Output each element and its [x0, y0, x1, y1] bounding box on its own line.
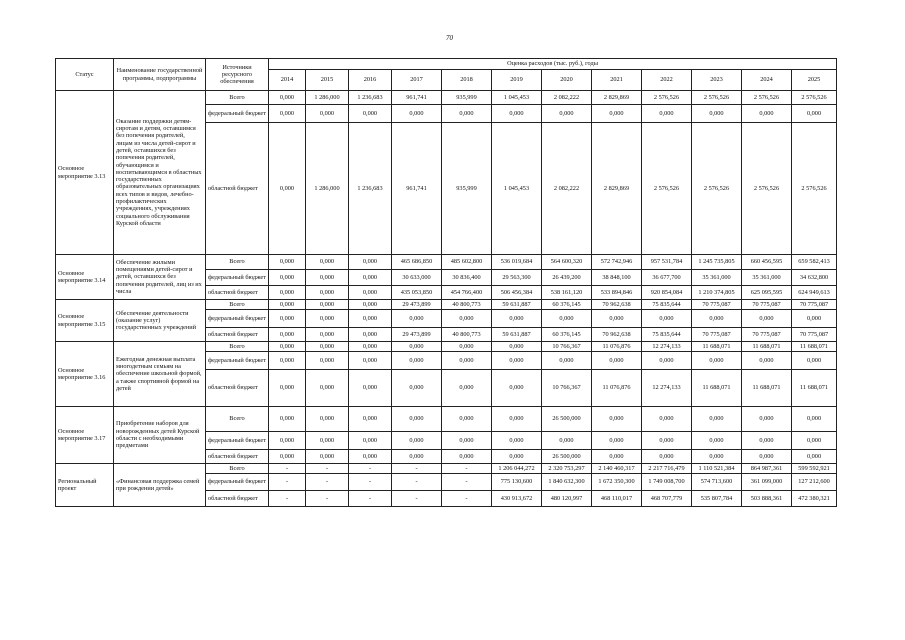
value-cell: 0,000	[592, 352, 642, 370]
value-cell: 0,000	[392, 450, 442, 464]
value-cell: 0,000	[442, 432, 492, 450]
value-cell: 70 775,087	[692, 300, 742, 310]
value-cell: 2 576,526	[792, 123, 837, 255]
value-cell: 35 361,000	[742, 270, 792, 286]
value-cell: 2 320 753,297	[542, 464, 592, 474]
value-cell: 0,000	[742, 352, 792, 370]
value-cell: 1 286,000	[306, 123, 349, 255]
value-cell: 70 962,638	[592, 300, 642, 310]
value-cell: 454 766,400	[442, 286, 492, 300]
funding-source: Всего	[206, 255, 269, 270]
value-cell: 0,000	[349, 105, 392, 123]
value-cell: 775 130,600	[492, 474, 542, 491]
value-cell: 935,999	[442, 91, 492, 105]
value-cell: 1 286,000	[306, 91, 349, 105]
value-cell: 11 688,071	[692, 342, 742, 352]
budget-table	[55, 58, 837, 507]
value-cell: 0,000	[392, 352, 442, 370]
value-cell: 11 688,071	[792, 370, 837, 407]
funding-source: областной бюджет	[206, 491, 269, 507]
section-status: Основное мероприятие 3.15	[56, 300, 114, 342]
funding-source: областной бюджет	[206, 328, 269, 342]
value-cell: 12 274,133	[642, 342, 692, 352]
value-cell: -	[349, 464, 392, 474]
value-cell: 0,000	[792, 352, 837, 370]
section-status: Основное мероприятие 3.14	[56, 255, 114, 300]
value-cell: 1 749 008,700	[642, 474, 692, 491]
value-cell: 0,000	[442, 450, 492, 464]
value-cell: 536 019,684	[492, 255, 542, 270]
value-cell: 30 836,400	[442, 270, 492, 286]
value-cell: 0,000	[642, 310, 692, 328]
value-cell: 0,000	[492, 310, 542, 328]
value-cell: 70 775,087	[792, 300, 837, 310]
value-cell: 26 439,200	[542, 270, 592, 286]
header-source: Источники ресурсного обеспечения	[206, 59, 269, 91]
value-cell: 1 045,453	[492, 91, 542, 105]
value-cell: 0,000	[442, 105, 492, 123]
value-cell: 961,741	[392, 91, 442, 105]
value-cell: 0,000	[442, 407, 492, 432]
value-cell: 0,000	[306, 286, 349, 300]
value-cell: 0,000	[792, 105, 837, 123]
funding-source: федеральный бюджет	[206, 105, 269, 123]
value-cell: 0,000	[492, 450, 542, 464]
value-cell: 0,000	[692, 407, 742, 432]
value-cell: 0,000	[792, 450, 837, 464]
funding-source: Всего	[206, 300, 269, 310]
value-cell: 26 500,000	[542, 407, 592, 432]
value-cell: 2 082,222	[542, 91, 592, 105]
table-row	[56, 91, 837, 105]
value-cell: 0,000	[542, 432, 592, 450]
value-cell: 0,000	[306, 407, 349, 432]
value-cell: 36 677,700	[642, 270, 692, 286]
header-year: 2017	[392, 70, 442, 91]
value-cell: 0,000	[306, 105, 349, 123]
funding-source: федеральный бюджет	[206, 270, 269, 286]
section-name: Обеспечение жилыми помещениями детей-сирот и детей, оставшихся без попечения родителей, лиц из их числа	[114, 255, 206, 300]
value-cell: -	[269, 491, 306, 507]
value-cell: 0,000	[592, 105, 642, 123]
funding-source: Всего	[206, 407, 269, 432]
header-year: 2023	[692, 70, 742, 91]
value-cell: 70 775,087	[692, 328, 742, 342]
value-cell: 0,000	[492, 352, 542, 370]
value-cell: 480 120,997	[542, 491, 592, 507]
value-cell: 0,000	[349, 286, 392, 300]
value-cell: 468 110,017	[592, 491, 642, 507]
section-name: Ежегодная денежная выплата многодетным семьям на обеспечение школьной формой, а также спортивной формой на детей	[114, 342, 206, 407]
value-cell: 0,000	[642, 105, 692, 123]
value-cell: 0,000	[742, 310, 792, 328]
value-cell: -	[349, 491, 392, 507]
value-cell: 0,000	[306, 450, 349, 464]
value-cell: 0,000	[306, 370, 349, 407]
value-cell: 485 602,800	[442, 255, 492, 270]
funding-source: федеральный бюджет	[206, 474, 269, 491]
value-cell: 0,000	[349, 255, 392, 270]
value-cell: 29 473,899	[392, 328, 442, 342]
value-cell: 0,000	[269, 352, 306, 370]
value-cell: -	[442, 491, 492, 507]
value-cell: 40 800,773	[442, 300, 492, 310]
value-cell: 660 456,595	[742, 255, 792, 270]
value-cell: 0,000	[349, 270, 392, 286]
value-cell: 0,000	[692, 432, 742, 450]
value-cell: 2 576,526	[692, 123, 742, 255]
value-cell: 127 212,600	[792, 474, 837, 491]
header-year: 2022	[642, 70, 692, 91]
value-cell: 961,741	[392, 123, 442, 255]
value-cell: -	[392, 491, 442, 507]
value-cell: 0,000	[592, 432, 642, 450]
funding-source: Всего	[206, 91, 269, 105]
value-cell: -	[306, 464, 349, 474]
value-cell: 0,000	[742, 450, 792, 464]
value-cell: 0,000	[442, 352, 492, 370]
value-cell: 0,000	[269, 123, 306, 255]
funding-source: областной бюджет	[206, 450, 269, 464]
section-status: Основное мероприятие 3.16	[56, 342, 114, 407]
value-cell: 0,000	[492, 105, 542, 123]
value-cell: 564 600,320	[542, 255, 592, 270]
value-cell: 0,000	[392, 432, 442, 450]
funding-source: федеральный бюджет	[206, 310, 269, 328]
table-body	[56, 91, 837, 507]
value-cell: 0,000	[792, 432, 837, 450]
value-cell: 75 835,644	[642, 300, 692, 310]
table-row	[56, 300, 837, 310]
value-cell: 0,000	[269, 286, 306, 300]
header-year: 2014	[269, 70, 306, 91]
value-cell: 12 274,133	[642, 370, 692, 407]
value-cell: -	[269, 464, 306, 474]
value-cell: 1 672 350,300	[592, 474, 642, 491]
value-cell: 2 829,869	[592, 91, 642, 105]
section-name: Приобретение наборов для новорожденных детей Курской области с необходимыми предметами	[114, 407, 206, 464]
value-cell: 10 766,367	[542, 342, 592, 352]
funding-source: областной бюджет	[206, 123, 269, 255]
value-cell: 1 206 044,272	[492, 464, 542, 474]
value-cell: 659 582,413	[792, 255, 837, 270]
value-cell: -	[269, 474, 306, 491]
value-cell: 0,000	[392, 407, 442, 432]
value-cell: 472 380,321	[792, 491, 837, 507]
section-name: Оказание поддержки детям-сиротам и детям, оставшимся без попечения родителей, лицам из числа детей-сирот и детей, оставшихся без попечения родителей, обучающимся и воспитывающимся в областных государственных образовательных организациях всех типов и видов, лечебно-профилактических учреждениях, учреждениях социального обслуживания Курской области	[114, 91, 206, 255]
value-cell: 70 775,087	[792, 328, 837, 342]
value-cell: 0,000	[269, 255, 306, 270]
value-cell: 0,000	[306, 328, 349, 342]
value-cell: 2 576,526	[742, 123, 792, 255]
value-cell: -	[306, 491, 349, 507]
value-cell: 2 576,526	[692, 91, 742, 105]
value-cell: 0,000	[542, 105, 592, 123]
value-cell: 0,000	[692, 310, 742, 328]
value-cell: 2 829,869	[592, 123, 642, 255]
value-cell: 1 110 521,384	[692, 464, 742, 474]
value-cell: 0,000	[349, 352, 392, 370]
value-cell: -	[349, 474, 392, 491]
value-cell: 0,000	[642, 432, 692, 450]
value-cell: 465 686,850	[392, 255, 442, 270]
value-cell: 430 913,672	[492, 491, 542, 507]
table-row	[56, 342, 837, 352]
budget-table-container	[55, 58, 836, 507]
value-cell: 35 361,000	[692, 270, 742, 286]
value-cell: 0,000	[492, 432, 542, 450]
value-cell: 0,000	[442, 342, 492, 352]
value-cell: 0,000	[742, 105, 792, 123]
value-cell: 0,000	[492, 407, 542, 432]
header-year: 2018	[442, 70, 492, 91]
value-cell: 0,000	[306, 270, 349, 286]
value-cell: 11 076,876	[592, 370, 642, 407]
value-cell: 0,000	[592, 310, 642, 328]
value-cell: 11 688,071	[692, 370, 742, 407]
value-cell: 30 633,000	[392, 270, 442, 286]
funding-source: областной бюджет	[206, 370, 269, 407]
value-cell: 0,000	[349, 328, 392, 342]
header-year: 2020	[542, 70, 592, 91]
header-program-name: Наименование государственной программы, подпрограммы	[114, 59, 206, 91]
value-cell: 0,000	[642, 450, 692, 464]
value-cell: 40 800,773	[442, 328, 492, 342]
value-cell: 0,000	[442, 370, 492, 407]
value-cell: 0,000	[792, 310, 837, 328]
value-cell: 0,000	[269, 91, 306, 105]
value-cell: 0,000	[692, 105, 742, 123]
value-cell: 60 376,145	[542, 300, 592, 310]
value-cell: 0,000	[349, 342, 392, 352]
value-cell: 0,000	[492, 342, 542, 352]
value-cell: 0,000	[742, 432, 792, 450]
header-status: Статус	[56, 59, 114, 91]
funding-source: федеральный бюджет	[206, 352, 269, 370]
section-status: Основное мероприятие 3.17	[56, 407, 114, 464]
value-cell: 0,000	[306, 255, 349, 270]
value-cell: 29 563,300	[492, 270, 542, 286]
value-cell: 1 840 632,300	[542, 474, 592, 491]
value-cell: 2 140 460,317	[592, 464, 642, 474]
value-cell: 0,000	[349, 300, 392, 310]
value-cell: 535 807,784	[692, 491, 742, 507]
header-year: 2025	[792, 70, 837, 91]
value-cell: 1 045,453	[492, 123, 542, 255]
value-cell: 435 053,850	[392, 286, 442, 300]
value-cell: 533 894,846	[592, 286, 642, 300]
header-estimate: Оценка расходов (тыс. руб.), годы	[269, 59, 837, 70]
value-cell: 0,000	[269, 310, 306, 328]
value-cell: -	[392, 464, 442, 474]
table-row	[56, 464, 837, 474]
value-cell: -	[442, 474, 492, 491]
value-cell: 0,000	[306, 300, 349, 310]
table-row	[56, 255, 837, 270]
value-cell: 0,000	[349, 407, 392, 432]
header-row-main	[56, 59, 837, 70]
value-cell: 0,000	[269, 450, 306, 464]
value-cell: 0,000	[306, 310, 349, 328]
value-cell: 0,000	[592, 450, 642, 464]
value-cell: 0,000	[269, 270, 306, 286]
value-cell: 10 766,367	[542, 370, 592, 407]
value-cell: 60 376,145	[542, 328, 592, 342]
value-cell: 2 576,526	[742, 91, 792, 105]
value-cell: 26 500,000	[542, 450, 592, 464]
value-cell: 0,000	[392, 342, 442, 352]
value-cell: 1 210 374,805	[692, 286, 742, 300]
value-cell: 11 688,071	[742, 342, 792, 352]
value-cell: 935,999	[442, 123, 492, 255]
value-cell: 0,000	[269, 407, 306, 432]
value-cell: 0,000	[792, 407, 837, 432]
value-cell: 0,000	[392, 370, 442, 407]
value-cell: 0,000	[306, 352, 349, 370]
value-cell: 0,000	[642, 407, 692, 432]
value-cell: 38 848,100	[592, 270, 642, 286]
value-cell: 0,000	[269, 342, 306, 352]
value-cell: 538 161,120	[542, 286, 592, 300]
value-cell: 0,000	[269, 105, 306, 123]
value-cell: 625 095,595	[742, 286, 792, 300]
value-cell: -	[306, 474, 349, 491]
value-cell: 0,000	[306, 342, 349, 352]
value-cell: 864 987,361	[742, 464, 792, 474]
value-cell: 0,000	[642, 352, 692, 370]
value-cell: 0,000	[269, 300, 306, 310]
value-cell: 0,000	[269, 328, 306, 342]
value-cell: 0,000	[269, 370, 306, 407]
value-cell: 2 082,222	[542, 123, 592, 255]
value-cell: 2 576,526	[642, 123, 692, 255]
section-name: «Финансовая поддержка семей при рождении детей»	[114, 464, 206, 507]
value-cell: 29 473,899	[392, 300, 442, 310]
section-status: Основное мероприятие 3.13	[56, 91, 114, 255]
section-status: Региональный проект	[56, 464, 114, 507]
value-cell: 59 631,887	[492, 328, 542, 342]
funding-source: Всего	[206, 464, 269, 474]
value-cell: 11 688,071	[792, 342, 837, 352]
value-cell: 2 576,526	[642, 91, 692, 105]
value-cell: 0,000	[349, 450, 392, 464]
value-cell: 70 962,638	[592, 328, 642, 342]
header-year: 2019	[492, 70, 542, 91]
value-cell: 0,000	[392, 105, 442, 123]
value-cell: 572 742,946	[592, 255, 642, 270]
header-year: 2021	[592, 70, 642, 91]
value-cell: 0,000	[692, 450, 742, 464]
value-cell: 2 576,526	[792, 91, 837, 105]
value-cell: 506 456,384	[492, 286, 542, 300]
value-cell: 0,000	[742, 407, 792, 432]
value-cell: 503 888,361	[742, 491, 792, 507]
value-cell: 0,000	[692, 352, 742, 370]
funding-source: федеральный бюджет	[206, 432, 269, 450]
value-cell: 0,000	[392, 310, 442, 328]
funding-source: Всего	[206, 342, 269, 352]
value-cell: -	[392, 474, 442, 491]
value-cell: 70 775,087	[742, 300, 792, 310]
value-cell: 11 076,876	[592, 342, 642, 352]
value-cell: 624 949,613	[792, 286, 837, 300]
table-row	[56, 407, 837, 432]
value-cell: 34 632,800	[792, 270, 837, 286]
value-cell: 0,000	[269, 432, 306, 450]
header-year: 2015	[306, 70, 349, 91]
value-cell: 0,000	[542, 310, 592, 328]
value-cell: 0,000	[349, 370, 392, 407]
value-cell: 0,000	[592, 407, 642, 432]
header-year: 2024	[742, 70, 792, 91]
page-number: 70	[446, 34, 453, 42]
value-cell: 0,000	[492, 370, 542, 407]
value-cell: 75 835,644	[642, 328, 692, 342]
value-cell: 1 236,683	[349, 91, 392, 105]
funding-source: областной бюджет	[206, 286, 269, 300]
value-cell: 59 631,887	[492, 300, 542, 310]
value-cell: 0,000	[306, 432, 349, 450]
header-year: 2016	[349, 70, 392, 91]
value-cell: 0,000	[349, 310, 392, 328]
value-cell: 11 688,071	[742, 370, 792, 407]
value-cell: 574 713,600	[692, 474, 742, 491]
section-name: Обеспечение деятельности (оказание услуг) государственных учреждений	[114, 300, 206, 342]
value-cell: 0,000	[442, 310, 492, 328]
value-cell: 1 245 735,805	[692, 255, 742, 270]
value-cell: 599 592,921	[792, 464, 837, 474]
value-cell: 2 217 716,479	[642, 464, 692, 474]
value-cell: 1 236,683	[349, 123, 392, 255]
value-cell: 957 531,784	[642, 255, 692, 270]
value-cell: 468 707,779	[642, 491, 692, 507]
value-cell: 361 099,000	[742, 474, 792, 491]
value-cell: 920 854,084	[642, 286, 692, 300]
value-cell: 0,000	[542, 352, 592, 370]
value-cell: 0,000	[349, 432, 392, 450]
value-cell: -	[442, 464, 492, 474]
value-cell: 70 775,087	[742, 328, 792, 342]
